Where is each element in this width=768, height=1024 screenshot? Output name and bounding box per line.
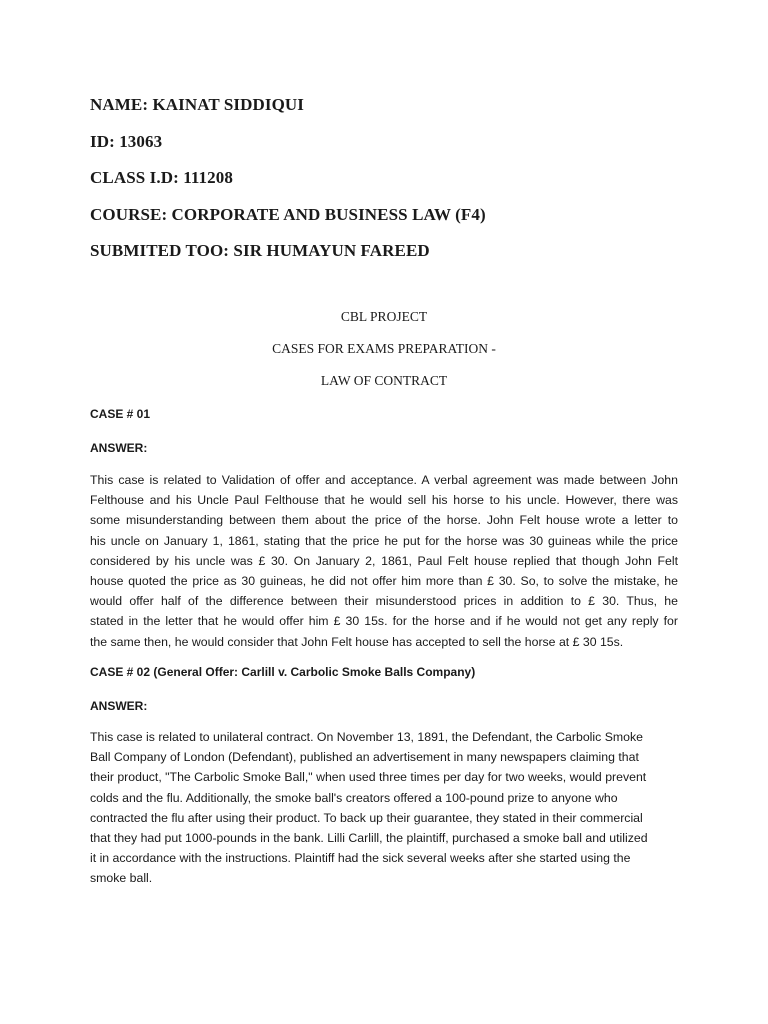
case-1-line: would offer half of the difference between their misunderstood prices in addition to £ 30. Thus, he	[90, 594, 678, 609]
course: COURSE: CORPORATE AND BUSINESS LAW (F4)	[90, 205, 486, 224]
case-1-line: his uncle on January 1, 1861, stating that the price he put for the horse was 30 guineas while the price	[90, 533, 678, 548]
case-1-heading: CASE # 01	[90, 407, 151, 421]
class-id: CLASS I.D: 111208	[90, 168, 233, 187]
case-2-line: their product, "The Carbolic Smoke Ball," when used three times per day for two weeks, would prevent	[90, 770, 647, 785]
submitted-to: SUBMITED TOO: SIR HUMAYUN FAREED	[90, 241, 430, 260]
case-2-line: Ball Company of London (Defendant), published an advertisement in many newspapers claiming that	[90, 750, 639, 765]
student-id: ID: 13063	[90, 132, 163, 151]
project-topic: LAW OF CONTRACT	[320, 373, 448, 388]
case-1-line: considered by his uncle was £ 30. On January 2, 1861, Paul Felt house replied that though John Felt	[90, 553, 678, 568]
case-1-answer-label: ANSWER:	[90, 441, 148, 455]
case-2-line: smoke ball.	[90, 871, 153, 886]
case-1-answer-text	[90, 470, 678, 652]
case-2-line: colds and the flu. Additionally, the smoke ball's creators offered a 100-pound prize to anyone who	[90, 790, 618, 805]
case-1-line: Felthouse and his Uncle Paul Felthouse that he would sell his horse to his uncle. However, there was	[90, 493, 678, 508]
case-2-heading: CASE # 02 (General Offer: Carlill v. Carbolic Smoke Balls Company)	[90, 665, 476, 679]
case-1-line: stated in the letter that he would offer him £ 30 15s. for the horse and if he would not get any reply for	[90, 614, 678, 629]
project-subtitle: CASES FOR EXAMS PREPARATION -	[272, 341, 496, 356]
case-1-line: This case is related to Validation of offer and acceptance. A verbal agreement was made between John	[90, 473, 678, 487]
case-2-answer-label: ANSWER:	[90, 699, 148, 713]
student-name: NAME: KAINAT SIDDIQUI	[90, 95, 304, 114]
case-2-answer-text	[90, 727, 678, 889]
case-2-line: it in accordance with the instructions. Plaintiff had the sick several weeks after she started using the	[90, 851, 631, 866]
case-1-line: some misunderstanding between them about the price of the horse. John Felt house wrote a letter to	[90, 513, 678, 528]
case-2-line: This case is related to unilateral contract. On November 13, 1891, the Defendant, the Carbolic Smoke	[90, 730, 643, 744]
case-1-line: house quoted the price as 30 guineas, he did not offer him more than £ 30. So, to solve the mistake, he	[90, 574, 678, 589]
project-title: CBL PROJECT	[340, 309, 428, 324]
case-2-line: contracted the flu after using their product. To back up their guarantee, they stated in their commercial	[90, 810, 643, 825]
case-2-line: that they had put 1000-pounds in the bank. Lilli Carlill, the plaintiff, purchased a smoke ball and utilized	[90, 831, 648, 846]
case-1-line: the same then, he would consider that John Felt house has accepted to sell the horse at £ 30 15s.	[90, 634, 624, 649]
